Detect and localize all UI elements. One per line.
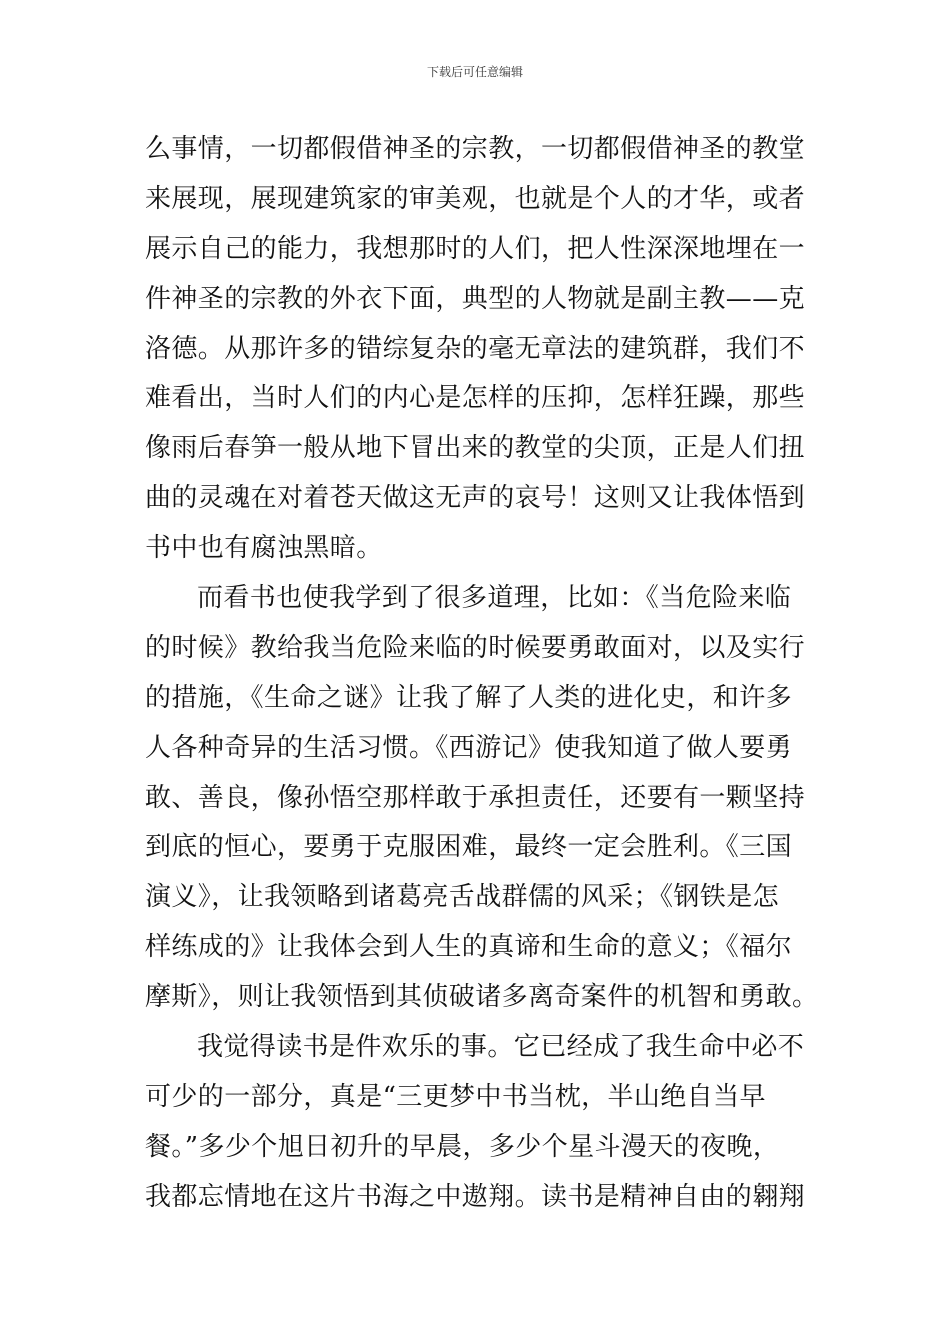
text-line: 样练成的》让我体会到人生的真谛和生命的意义；《福尔 bbox=[145, 932, 793, 963]
text-line: 的措施，《生命之谜》让我了解了人类的进化史，和许多 bbox=[145, 682, 793, 713]
text-line: 像雨后春笋一般从地下冒出来的教堂的尖顶，正是人们扭 bbox=[145, 433, 806, 464]
text-line: 我都忘情地在这片书海之中遨翔。读书是精神自由的翱翔 bbox=[145, 1181, 806, 1212]
text-line: 的时候》教给我当危险来临的时候要勇敢面对，以及实行 bbox=[145, 632, 806, 663]
text-line: 可少的一部分，真是“三更梦中书当枕，半山绝自当早 bbox=[145, 1081, 766, 1112]
text-line: 曲的灵魂在对着苍天做这无声的哀号！这则又让我体悟到 bbox=[145, 483, 806, 514]
text-line: 演义》，让我领略到诸葛亮舌战群儒的风采；《钢铁是怎 bbox=[145, 882, 780, 913]
text-line: 到底的恒心，要勇于克服困难，最终一定会胜利。《三国 bbox=[145, 832, 793, 863]
text-line: 人各种奇异的生活习惯。《西游记》使我知道了做人要勇 bbox=[145, 732, 793, 763]
text-line: 洛德。从那许多的错综复杂的毫无章法的建筑群，我们不 bbox=[145, 333, 806, 364]
text-line: 展示自己的能力，我想那时的人们，把人性深深地埋在一 bbox=[145, 233, 806, 264]
text-line: 摩斯》，则让我领悟到其侦破诸多离奇案件的机智和勇敢。 bbox=[145, 982, 819, 1013]
paragraph-start-line: 我觉得读书是件欢乐的事。它已经成了我生命中必不 bbox=[197, 1032, 805, 1063]
page-header: 下载后可任意编辑 bbox=[426, 65, 523, 79]
text-line: 书中也有腐浊黑暗。 bbox=[145, 533, 383, 564]
text-line: 难看出，当时人们的内心是怎样的压抑，怎样狂躁，那些 bbox=[145, 383, 806, 414]
text-line: 餐。”多少个旭日初升的早晨，多少个星斗漫天的夜晚， bbox=[145, 1131, 780, 1162]
text-line: 么事情，一切都假借神圣的宗教，一切都假借神圣的教堂 bbox=[145, 134, 806, 164]
text-line: 件神圣的宗教的外衣下面，典型的人物就是副主教——克 bbox=[145, 283, 806, 314]
text-line: 来展现，展现建筑家的审美观，也就是个人的才华，或者 bbox=[145, 183, 806, 214]
paragraph-start-line: 而看书也使我学到了很多道理，比如：《当危险来临 bbox=[197, 583, 792, 614]
document-body bbox=[145, 125, 819, 1223]
text-line: 敢、善良，像孙悟空那样敢于承担责任，还要有一颗坚持 bbox=[145, 782, 806, 813]
